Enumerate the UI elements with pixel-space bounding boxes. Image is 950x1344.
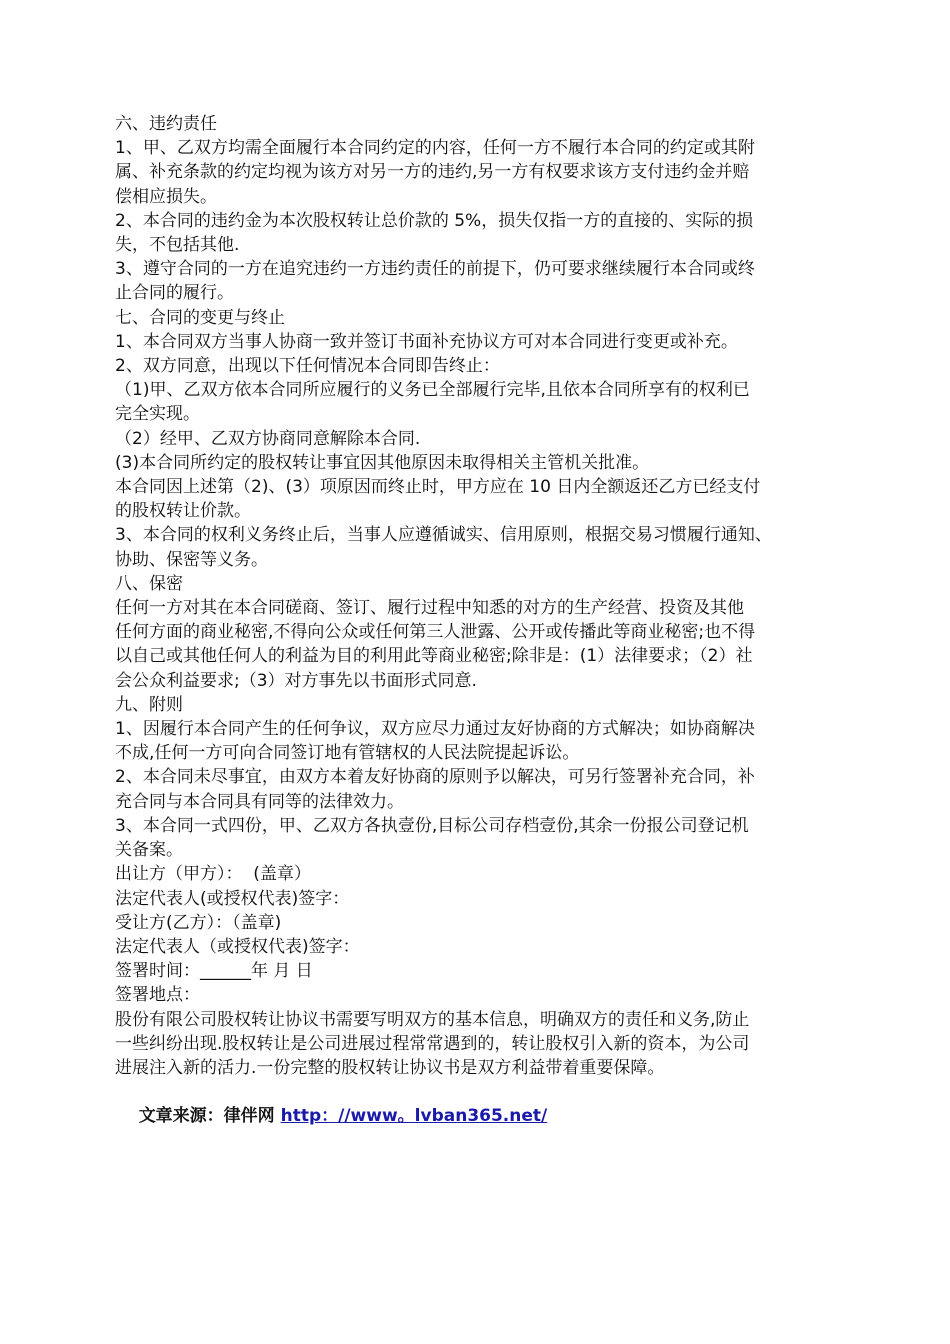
text-line: 充合同与本合同具有同等的法律效力。: [115, 791, 404, 812]
text-line: 属、补充条款的约定均视为该方对另一方的违约,另一方有权要求该方支付违约金并赔: [115, 162, 750, 183]
text-line: 3、本合同一式四份，甲、乙双方各执壹份,目标公司存档壹份,其余一份报公司登记机: [115, 815, 749, 836]
text-line: 八、保密: [115, 573, 183, 594]
text-line: （2）经甲、乙双方协商同意解除本合同.: [115, 428, 421, 449]
source-link[interactable]: http：//www。lvban365.net/: [280, 1106, 548, 1127]
text-line: 签署地点：: [115, 985, 200, 1006]
text-line: 出让方（甲方）： (盖章）: [115, 864, 311, 885]
text-line: 1、本合同双方当事人协商一致并签订书面补充协议方可对本合同进行变更或补充。: [115, 331, 738, 352]
text-line: 不成,任何一方可向合同签订地有管辖权的人民法院提起诉讼。: [115, 743, 580, 764]
text-line: 任何一方对其在本合同磋商、签订、履行过程中知悉的对方的生产经营、投资及其他: [115, 598, 744, 619]
text-line: 关备案。: [115, 840, 183, 861]
document-body: [115, 112, 845, 1080]
text-line: 进展注入新的活力.一份完整的股权转让协议书是双方利益带着重要保障。: [115, 1057, 665, 1078]
text-line: 2、本合同的违约金为本次股权转让总价款的 5%，损失仅指一方的直接的、实际的损: [115, 210, 754, 231]
text-line: 七、合同的变更与终止: [115, 307, 285, 328]
text-line: 股份有限公司股权转让协议书需要写明双方的基本信息，明确双方的责任和义务,防止: [115, 1009, 750, 1030]
text-line: 2、本合同未尽事宜，由双方本着友好协商的原则予以解决，可另行签署补充合同，补: [115, 767, 755, 788]
text-line: 失，不包括其他.: [115, 235, 240, 256]
source-label: 文章来源：律伴网: [138, 1106, 281, 1127]
text-line: 以自己或其他任何人的利益为目的利用此等商业秘密;除非是：(1）法律要求；（2）社: [115, 646, 753, 667]
text-line: 本合同因上述第（2)、(3）项原因而终止时，甲方应在 10 日内全额返还乙方已经支付: [115, 477, 761, 498]
text-line: 1、甲、乙双方均需全面履行本合同约定的内容，任何一方不履行本合同的约定或其附: [115, 138, 755, 159]
text-line: （1)甲、乙双方依本合同所应履行的义务已全部履行完毕,且依本合同所享有的权利已: [115, 380, 750, 401]
text-line: 1、因履行本合同产生的任何争议，双方应尽力通过友好协商的方式解决；如协商解决: [115, 719, 755, 740]
text-line: 偿相应损失。: [115, 186, 217, 207]
text-line: 止合同的履行。: [115, 283, 234, 304]
text-line: 会公众利益要求;（3）对方事先以书面形式同意.: [115, 670, 477, 691]
text-line: 协助、保密等义务。: [115, 549, 268, 570]
text-line: 六、违约责任: [115, 114, 217, 134]
text-line: 3、遵守合同的一方在追究违约一方违约责任的前提下，仍可要求继续履行本合同或终: [115, 259, 755, 280]
text-line: 完全实现。: [115, 404, 200, 425]
text-line: 签署时间：______年 月 日: [115, 961, 313, 982]
text-line: 受让方(乙方）：（盖章): [115, 912, 282, 933]
text-line: 九、附则: [115, 694, 183, 715]
text-line: 2、双方同意，出现以下任何情况本合同即告终止：: [115, 356, 500, 377]
text-line: 一些纠纷出现.股权转让是公司进展过程常常遇到的，转让股权引入新的资本，为公司: [115, 1033, 750, 1054]
text-line: 法定代表人（或授权代表)签字：: [115, 936, 360, 957]
text-line: 3、本合同的权利义务终止后，当事人应遵循诚实、信用原则，根据交易习惯履行通知、: [115, 525, 772, 546]
text-line: 的股权转让价款。: [115, 501, 251, 522]
source-footer: [115, 1080, 845, 1153]
document-page: [115, 112, 845, 1153]
text-line: (3)本合同所约定的股权转让事宜因其他原因未取得相关主管机关批准。: [115, 452, 650, 473]
text-line: 任何方面的商业秘密,不得向公众或任何第三人泄露、公开或传播此等商业秘密;也不得: [115, 622, 756, 643]
text-line: 法定代表人(或授权代表)签字：: [115, 888, 350, 909]
